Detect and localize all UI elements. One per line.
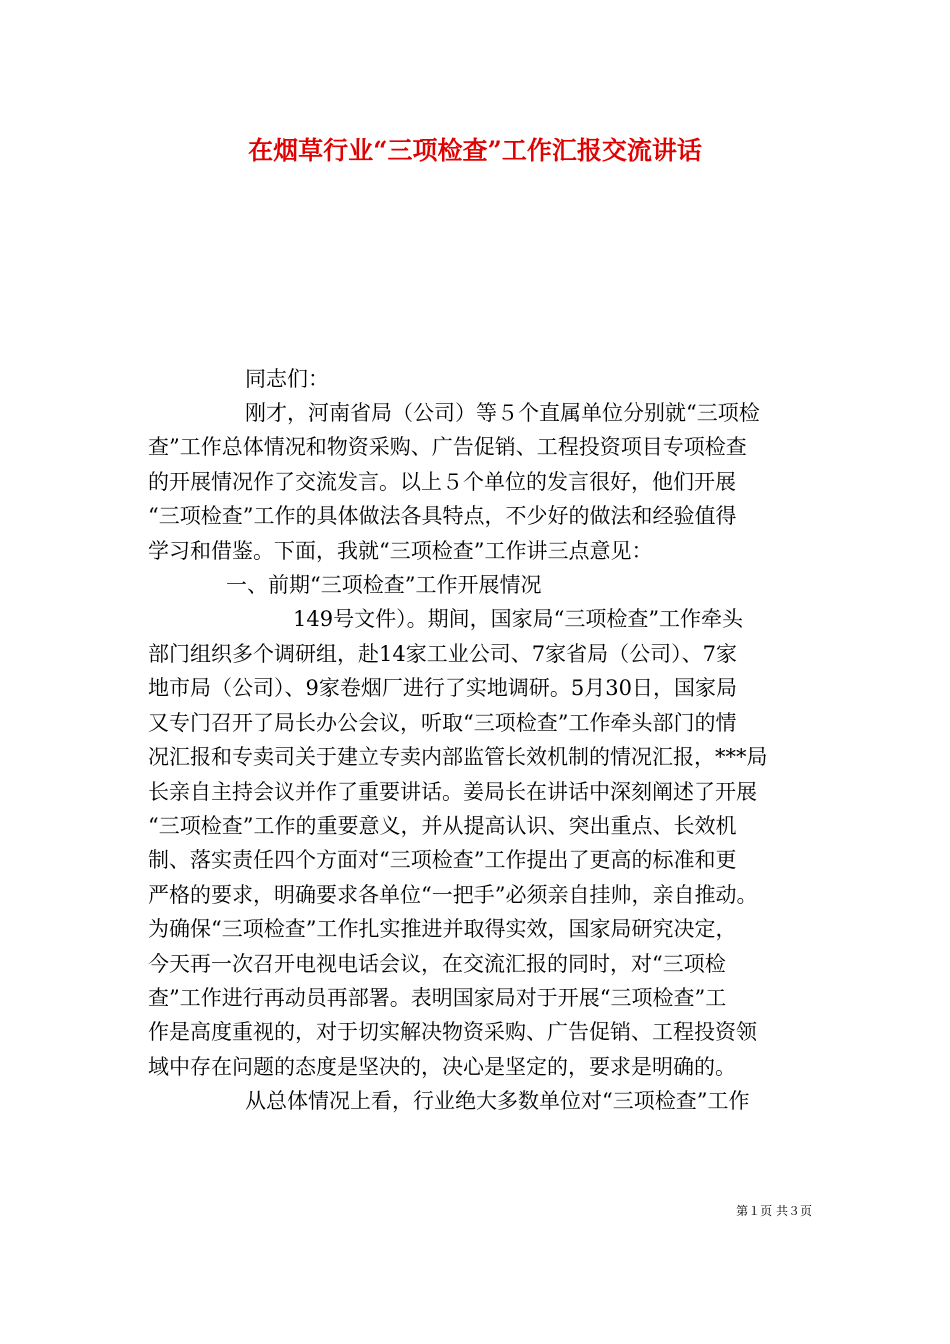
paragraph-line: 地市局（公司）、9家卷烟厂进行了实地调研。5月30日，国家局 (148, 676, 737, 700)
paragraph-line: 149号文件）。期间，国家局“三项检查”工作牵头 (293, 607, 744, 631)
paragraph-line: 为确保“三项检查”工作扎实推进并取得实效，国家局研究决定， (148, 917, 737, 941)
paragraph-line: 学习和借鉴。下面，我就“三项检查”工作讲三点意见： (148, 539, 653, 563)
paragraph-line: 查”工作进行再动员再部署。表明国家局对于开展“三项检查”工 (148, 986, 727, 1010)
paragraph-line: 从总体情况上看，行业绝大多数单位对“三项检查”工作 (245, 1089, 750, 1113)
document-title: 在烟草行业“三项检查”工作汇报交流讲话 (248, 136, 702, 165)
paragraph-line: 制、落实责任四个方面对“三项检查”工作提出了更高的标准和更 (148, 848, 737, 872)
paragraph-line: 域中存在问题的态度是坚决的，决心是坚定的，要求是明确的。 (148, 1055, 736, 1079)
paragraph-line: 的开展情况作了交流发言。以上５个单位的发言很好，他们开展 (148, 470, 736, 494)
paragraph-line: 同志们： (245, 367, 329, 391)
paragraph-line: “三项检查”工作的具体做法各具特点，不少好的做法和经验值得 (148, 504, 737, 528)
paragraph-line: 今天再一次召开电视电话会议，在交流汇报的同时，对“三项检 (148, 952, 726, 976)
paragraph-line: 作是高度重视的，对于切实解决物资采购、广告促销、工程投资领 (148, 1020, 757, 1044)
section-heading: 一、前期“三项检查”工作开展情况 (226, 573, 542, 597)
paragraph-line: 严格的要求，明确要求各单位“一把手”必须亲自挂帅，亲自推动。 (148, 883, 758, 907)
paragraph-line: 又专门召开了局长办公会议，听取“三项检查”工作牵头部门的情 (148, 711, 737, 735)
page-footer: 第１页 共３页 (736, 1204, 812, 1218)
paragraph-line: “三项检查”工作的重要意义，并从提高认识、突出重点、长效机 (148, 814, 737, 838)
paragraph-line: 部门组织多个调研组，赴14家工业公司、7家省局（公司）、7家 (148, 642, 737, 666)
paragraph-line: 长亲自主持会议并作了重要讲话。姜局长在讲话中深刻阐述了开展 (148, 780, 757, 804)
paragraph-line: 刚才，河南省局（公司）等５个直属单位分别就“三项检 (245, 401, 760, 425)
paragraph-line: 查”工作总体情况和物资采购、广告促销、工程投资项目专项检查 (148, 435, 747, 459)
paragraph-line: 况汇报和专卖司关于建立专卖内部监管长效机制的情况汇报，***局 (148, 745, 768, 769)
